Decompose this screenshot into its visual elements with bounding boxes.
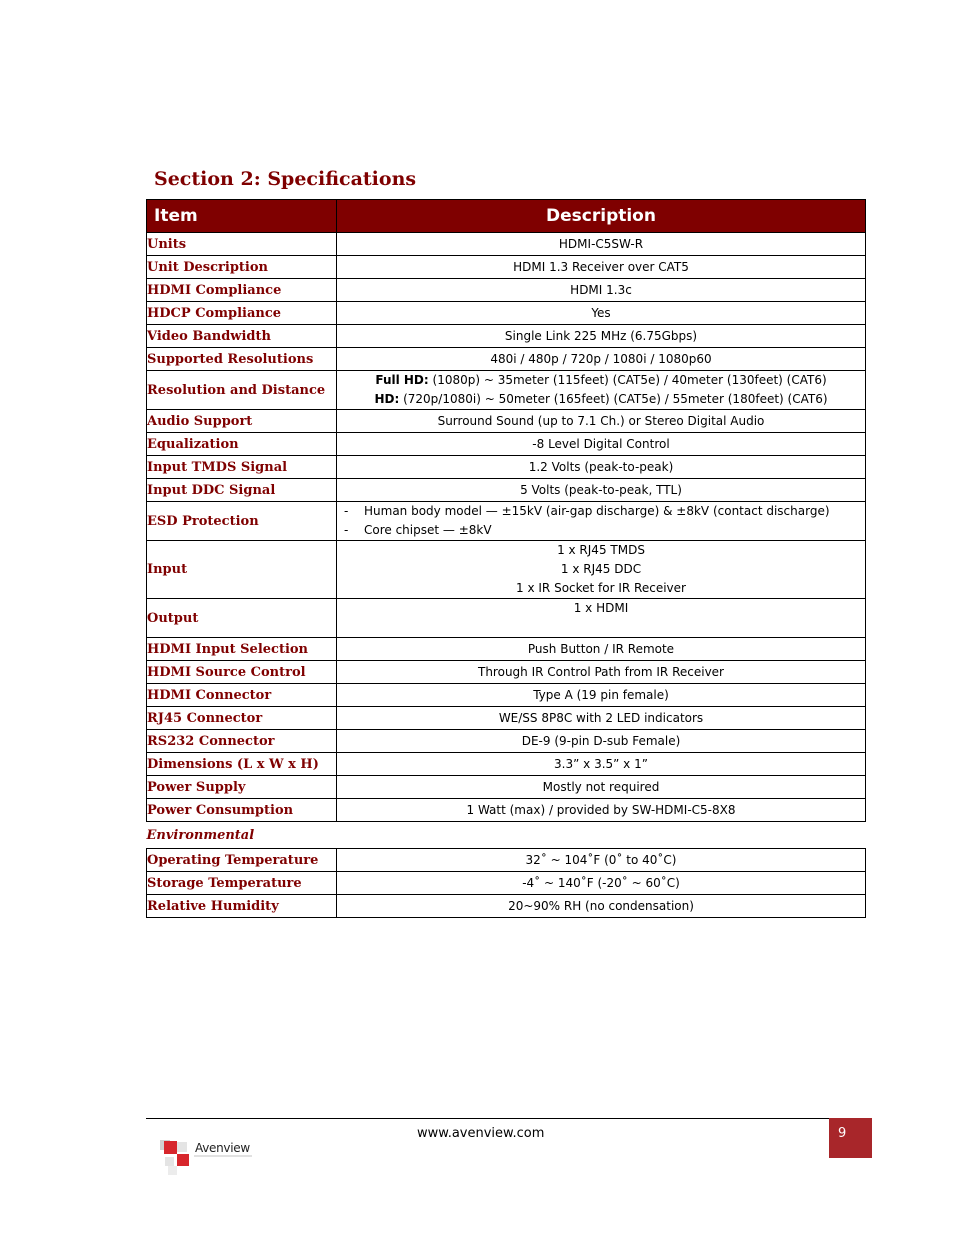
row-item: RJ45 Connector [147,707,337,730]
row-item: Units [147,233,337,256]
environmental-row [147,822,866,849]
description-line: 1 x RJ45 TMDS [557,543,645,557]
description-line [337,371,865,390]
row-item: Audio Support [147,410,337,433]
description-line [337,390,865,409]
row-description: DE-9 (9-pin D-sub Female) [337,730,866,753]
row-description: WE/SS 8P8C with 2 LED indicators [337,707,866,730]
row-description: 20~90% RH (no condensation) [337,895,866,918]
page-number: 9 [838,1126,847,1141]
table-row [147,348,866,371]
row-item: Input DDC Signal [147,479,337,502]
row-item: Video Bandwidth [147,325,337,348]
table-row [147,799,866,822]
table-header-row [147,200,866,233]
table-row [147,325,866,348]
row-description: 1 Watt (max) / provided by SW-HDMI-C5-8X8 [337,799,866,822]
table-row [147,371,866,410]
section-title: Section 2: Specifications [154,168,417,190]
row-item: HDCP Compliance [147,302,337,325]
row-description: Surround Sound (up to 7.1 Ch.) or Stereo Digital Audio [337,410,866,433]
row-item: HDMI Connector [147,684,337,707]
bullet-line [344,502,865,521]
row-description: 1 x HDMI [337,599,866,638]
environmental-label: Environmental [146,827,255,843]
row-description: HDMI 1.3c [337,279,866,302]
table-row [147,849,866,872]
description-text: Human body model — ±15kV (air-gap discharge) & ±8kV (contact discharge) [364,504,830,518]
table-row [147,661,866,684]
table-row [147,707,866,730]
bullet-marker: - [344,504,349,518]
row-item: Unit Description [147,256,337,279]
page-number-badge [829,1118,872,1158]
row-description: -8 Level Digital Control [337,433,866,456]
description-text: Core chipset — ±8kV [364,523,492,537]
row-item: Input [147,541,337,599]
row-description: 480i / 480p / 720p / 1080i / 1080p60 [337,348,866,371]
table-row [147,753,866,776]
row-item: Relative Humidity [147,895,337,918]
row-description [337,502,866,541]
row-description: 1.2 Volts (peak-to-peak) [337,456,866,479]
avenview-logo [160,1136,260,1180]
description-line: 1 x IR Socket for IR Receiver [516,581,686,595]
row-description: Push Button / IR Remote [337,638,866,661]
table-row [147,638,866,661]
footer-url: www.avenview.com [417,1126,545,1141]
row-item: Equalization [147,433,337,456]
table-row [147,256,866,279]
table-row [147,279,866,302]
row-description: -4˚ ~ 140˚F (-20˚ ~ 60˚C) [337,872,866,895]
description-text: (720p/1080i) ~ 50meter (165feet) (CAT5e) / 55meter (180feet) (CAT6) [399,392,828,406]
table-row [147,684,866,707]
row-item: HDMI Source Control [147,661,337,684]
resolution-label: HD: [374,392,400,406]
row-item: Storage Temperature [147,872,337,895]
row-item: HDMI Compliance [147,279,337,302]
row-description [337,541,866,599]
table-row [147,872,866,895]
table-row [147,433,866,456]
row-item: Resolution and Distance [147,371,337,410]
row-item: RS232 Connector [147,730,337,753]
header-item: Item [147,200,337,233]
row-description: Mostly not required [337,776,866,799]
row-item: Operating Temperature [147,849,337,872]
table-row [147,502,866,541]
table-row [147,479,866,502]
row-item: HDMI Input Selection [147,638,337,661]
table-row [147,456,866,479]
row-description: 32˚ ~ 104˚F (0˚ to 40˚C) [337,849,866,872]
row-description: HDMI-C5SW-R [337,233,866,256]
resolution-label: Full HD: [375,373,429,387]
row-description [337,371,866,410]
table-row [147,730,866,753]
table-row [147,541,866,599]
table-row [147,776,866,799]
row-item: Input TMDS Signal [147,456,337,479]
row-description: Yes [337,302,866,325]
row-item: Supported Resolutions [147,348,337,371]
row-item: ESD Protection [147,502,337,541]
logo-text: Avenview [195,1141,250,1155]
table-row [147,302,866,325]
row-description: Type A (19 pin female) [337,684,866,707]
table-row [147,233,866,256]
table-row [147,599,866,638]
footer-divider [146,1118,872,1119]
bullet-line [344,521,865,540]
header-description: Description [337,200,866,233]
bullet-marker: - [344,523,349,537]
table-row [147,895,866,918]
specifications-table [146,199,866,918]
row-description: 5 Volts (peak-to-peak, TTL) [337,479,866,502]
row-item: Dimensions (L x W x H) [147,753,337,776]
row-description: HDMI 1.3 Receiver over CAT5 [337,256,866,279]
row-item: Power Supply [147,776,337,799]
description-line: 1 x RJ45 DDC [560,562,642,576]
row-item: Output [147,599,337,638]
table-row [147,410,866,433]
row-description: Through IR Control Path from IR Receiver [337,661,866,684]
description-text: (1080p) ~ 35meter (115feet) (CAT5e) / 40meter (130feet) (CAT6) [428,373,827,387]
row-description: Single Link 225 MHz (6.75Gbps) [337,325,866,348]
row-item: Power Consumption [147,799,337,822]
row-description: 3.3” x 3.5” x 1” [337,753,866,776]
